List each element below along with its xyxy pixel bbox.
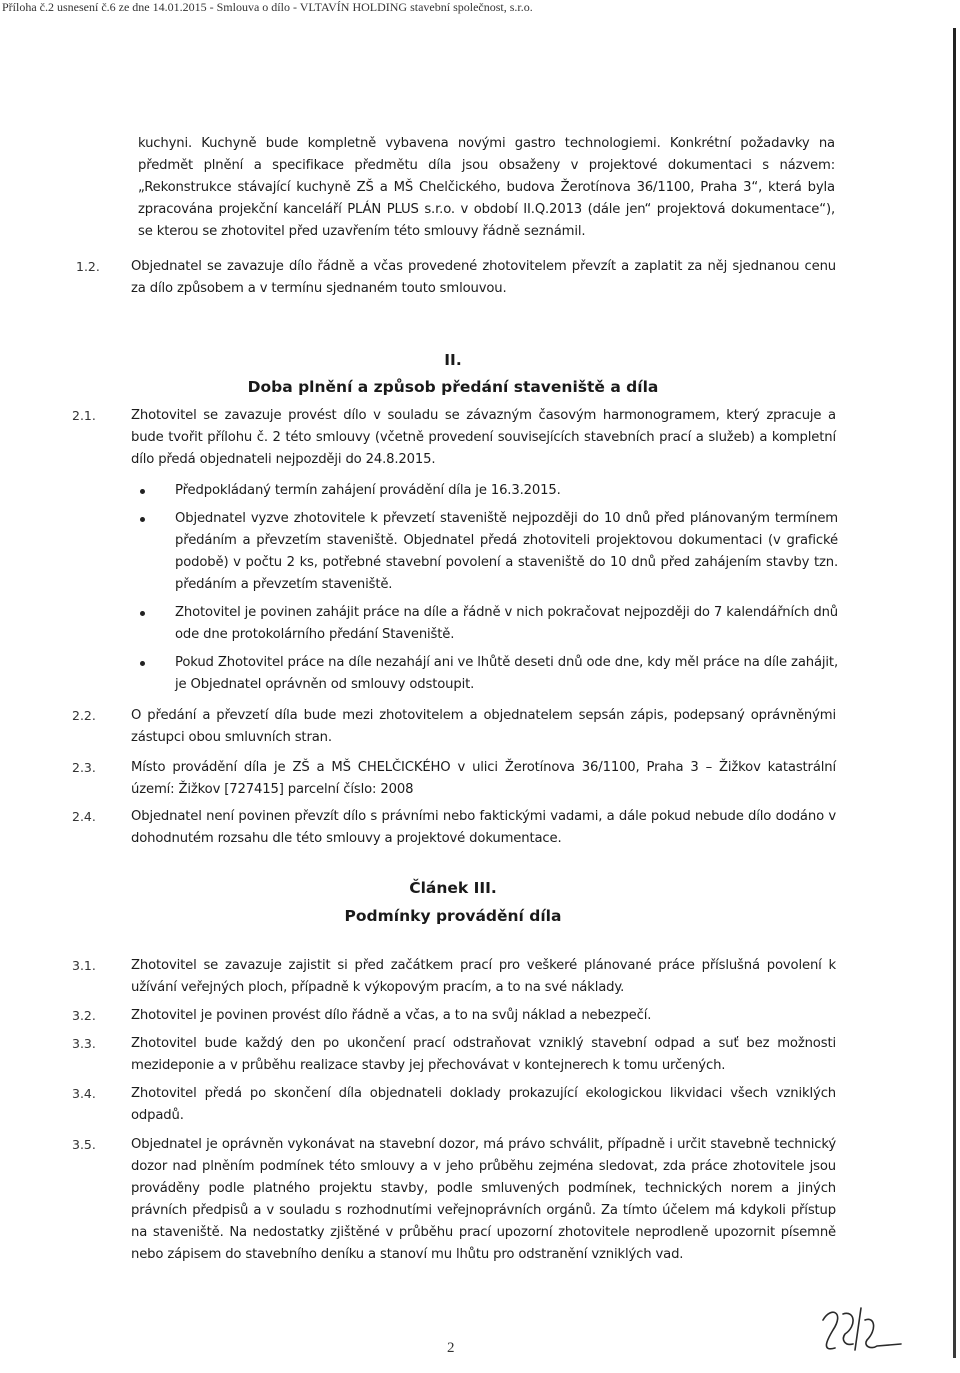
list-item: Předpokládaný termín zahájení provádění díla je 16.3.2015. bbox=[138, 480, 838, 502]
bullet-icon bbox=[140, 661, 145, 666]
clause-number-3-4: 3.4. bbox=[72, 1086, 96, 1101]
clause-2-2: O předání a převzetí díla bude mezi zhotovitelem a objednatelem sepsán zápis, podepsaný oprávněnými zástupci obou smluvních stran. bbox=[131, 708, 836, 745]
article-3-title: Podmínky provádění díla bbox=[344, 907, 562, 925]
bullet-icon bbox=[140, 489, 145, 494]
clause-number-3-5: 3.5. bbox=[72, 1137, 96, 1152]
clause-3-4: Zhotovitel předá po skončení díla objednateli doklady prokazující ekologickou likvidaci všech vzniklých odpadů. bbox=[131, 1086, 836, 1123]
article-2-number: II. bbox=[444, 351, 462, 369]
clause-number-2-4: 2.4. bbox=[72, 809, 96, 824]
bullet-icon bbox=[140, 611, 145, 616]
clause-2-3: Místo provádění díla je ZŠ a MŠ CHELČICKÉHO v ulici Žerotínova 36/1100, Praha 3 – Žižkov katastrální území: Žižkov [727415] parcelní číslo: 2008 bbox=[131, 760, 836, 797]
page-number: 2 bbox=[447, 1340, 455, 1356]
clause-number-3-1: 3.1. bbox=[72, 958, 96, 973]
clause-2-4: Objednatel není povinen převzít dílo s právními nebo faktickými vadami, a dále pokud nebude dílo dodáno v dohodnutém rozsahu dle této smlouvy a projektové dokumentace. bbox=[131, 809, 836, 846]
clause-number-2-3: 2.3. bbox=[72, 760, 96, 775]
list-item: Zhotovitel je povinen zahájit práce na díle a řádně v nich pokračovat nejpozději do 7 kalendářních dnů ode dne protokolárního předání Staveniště. bbox=[138, 602, 838, 646]
clause-number-3-3: 3.3. bbox=[72, 1036, 96, 1051]
term-bullet-list bbox=[138, 480, 838, 702]
list-item: Pokud Zhotovitel práce na díle nezahájí ani ve lhůtě deseti dnů ode dne, kdy měl práce na díle zahájit, je Objednatel oprávněn od smlouvy odstoupit. bbox=[138, 652, 838, 696]
clause-number-1-2: 1.2. bbox=[76, 259, 100, 274]
article-3-label: Článek III. bbox=[409, 879, 497, 897]
clause-3-5: Objednatel je oprávněn vykonávat na stavební dozor, má právo schválit, případně i určit stavebně technický dozor nad plněním podmínek této smlouvy a v jeho průběhu zejména sledovat, zda práce zhotovitele jsou prováděny podle platného projektu stavby, podle smluvených podmínek, technických norem a jiných právních předpisů a v souladu s rozhodnutími veřejnoprávních orgánů. Za tímto účelem má kdykoli přístup na staveniště. Na nedostatky zjištěné v průběhu prací upozorní zhotovitele neprodleně upozornit písemně nebo zápisem do stavebního deníku a stanoví mu lhůtu pro odstranění vzniklých vad. bbox=[131, 1137, 836, 1262]
running-header: Příloha č.2 usnesení č.6 ze dne 14.01.2015 - Smlouva o dílo - VLTAVÍN HOLDING stavební společnost, s.r.o. bbox=[2, 0, 533, 14]
handwritten-page-note bbox=[815, 1300, 905, 1370]
clause-1-2: Objednatel se zavazuje dílo řádně a včas provedené zhotovitelem převzít a zaplatit za něj sjednanou cenu za dílo způsobem a v termínu sjednaném touto smlouvou. bbox=[131, 259, 836, 296]
list-item: Objednatel vyzve zhotovitele k převzetí staveniště nejpozději do 10 dnů před plánovaným termínem předáním a převzetím staveniště. Objednatel předá zhotoviteli projektovou dokumentaci (v grafické podobě) v počtu 2 ks, potřebné stavební povolení a staveniště do 10 dnů před zahájením stavby tzn. předáním a převzetím staveniště. bbox=[138, 508, 838, 596]
clause-3-2: Zhotovitel je povinen provést dílo řádně a včas, a to na svůj náklad a nebezpečí. bbox=[131, 1008, 652, 1023]
clause-number-3-2: 3.2. bbox=[72, 1008, 96, 1023]
article-1-continuation: kuchyni. Kuchyně bude kompletně vybavena novými gastro technologiemi. Konkrétní požadavky na předmět plnění a specifikace předmětu díla jsou obsaženy v projektové dokumentaci s názvem: „Rekonstrukce stávající kuchyně ZŠ a MŠ Chelčického, budova Žerotínova 36/1100, Praha 3“, která byla zpracována projekční kanceláří PLÁN PLUS s.r.o. v období II.Q.2013 (dále jen“ projektová dokumentace“), se kterou se zhotovitel před uzavřením této smlouvy řádně seznámil. bbox=[138, 136, 835, 239]
clause-3-3: Zhotovitel bude každý den po ukončení prací odstraňovat vzniklý stavební odpad a suť bez možnosti mezideponie a v průběhu realizace stavby jej přechovávat v kontejnerech k tomu určených. bbox=[131, 1036, 836, 1073]
clause-3-1: Zhotovitel se zavazuje zajistit si před začátkem prací pro veškeré plánované práce příslušná povolení k užívání veřejných ploch, případně k výkopovým pracím, a to na své náklady. bbox=[131, 958, 836, 995]
clause-2-1: Zhotovitel se zavazuje provést dílo v souladu se závazným časovým harmonogramem, který zpracuje a bude tvořit přílohu č. 2 této smlouvy (včetně provedení souvisejících stavebních prací a služeb) a kompletní dílo předá objednateli nejpozději do 24.8.2015. bbox=[131, 408, 836, 467]
clause-number-2-1: 2.1. bbox=[72, 408, 96, 423]
bullet-icon bbox=[140, 517, 145, 522]
article-2-title: Doba plnění a způsob předání staveniště a díla bbox=[247, 378, 659, 396]
clause-number-2-2: 2.2. bbox=[72, 708, 96, 723]
